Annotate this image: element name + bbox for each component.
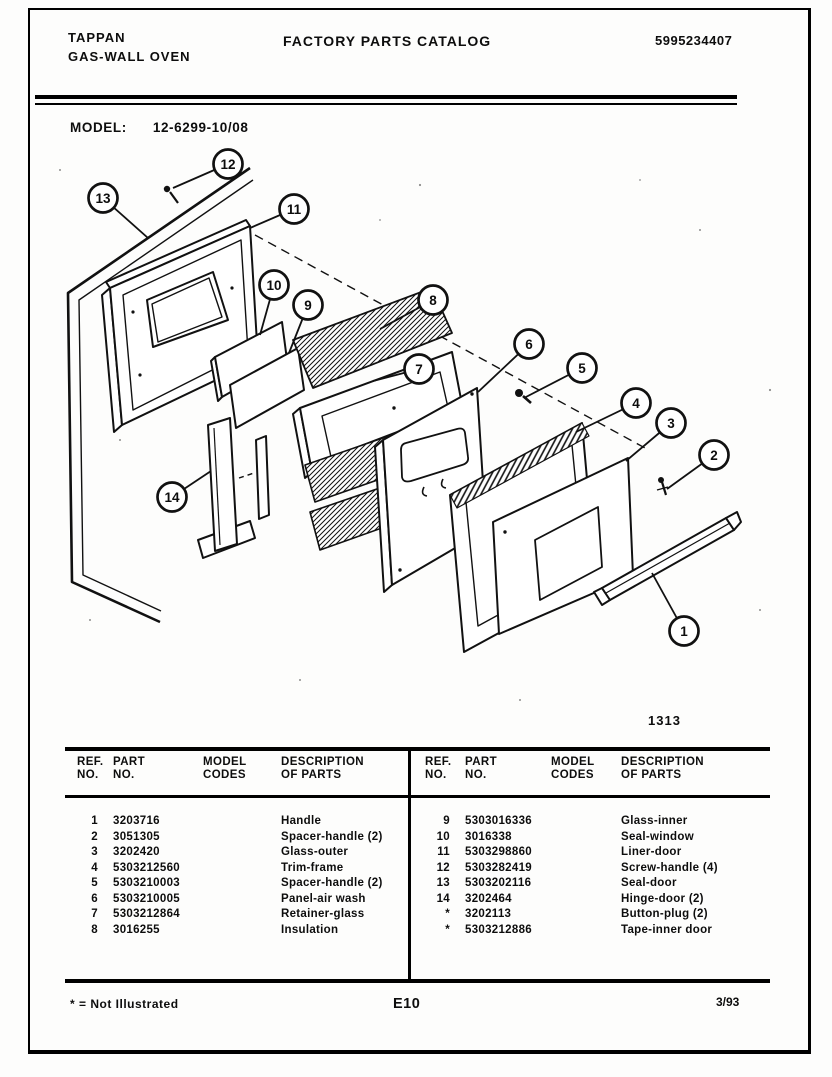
cell-model — [203, 923, 281, 939]
table-row — [65, 861, 408, 877]
cell-ref: 9 — [443, 815, 450, 827]
cell-desc: Trim-frame — [281, 861, 344, 874]
svg-text:7: 7 — [415, 362, 423, 377]
callout-8 — [419, 286, 448, 315]
model-number: 12-6299-10/08 — [152, 120, 249, 135]
cell-model — [203, 876, 281, 892]
parts-table-header: REF. NO. PART NO. MODEL CODES DESCRIPTION OF PARTS REF. NO. PART NO. MODEL CODES DESCRIPTION OF PARTS — [65, 751, 770, 798]
cell-desc: Glass-outer — [281, 846, 349, 858]
part-hinge-door — [198, 418, 269, 558]
callout-1 — [670, 617, 699, 646]
cell-model — [203, 892, 281, 908]
cell-ref: 10 — [436, 830, 450, 843]
cell-part: 5303212864 — [113, 908, 180, 920]
cell-model — [551, 892, 621, 908]
cell-model — [203, 861, 281, 877]
parts-rows-right — [411, 798, 770, 938]
svg-text:14: 14 — [164, 490, 180, 505]
cell-desc: Seal-door — [621, 877, 677, 889]
model-line — [70, 120, 248, 135]
svg-text:4: 4 — [632, 396, 640, 411]
cell-model — [551, 907, 621, 923]
cell-desc: Panel-air wash — [281, 892, 366, 905]
cell-part: 3016338 — [465, 830, 512, 843]
svg-text:12: 12 — [220, 157, 236, 172]
cell-part: 3202464 — [465, 892, 512, 905]
cell-model — [203, 830, 281, 846]
callout-3 — [657, 409, 686, 438]
cell-ref: 2 — [91, 830, 98, 843]
cell-ref: 12 — [436, 861, 450, 874]
cell-ref: * — [445, 908, 450, 920]
cell-desc: Screw-handle (4) — [621, 861, 718, 874]
svg-text:2: 2 — [710, 448, 718, 463]
table-row — [65, 876, 408, 892]
cell-desc: Spacer-handle (2) — [281, 877, 383, 889]
catalog-number: 5995234407 — [655, 33, 733, 48]
part-screw-handle — [164, 186, 178, 203]
cell-model — [203, 907, 281, 923]
cell-ref: 8 — [91, 923, 98, 936]
cell-desc: Handle — [281, 815, 322, 827]
callout-5 — [568, 354, 597, 383]
table-row — [411, 907, 770, 923]
cell-ref: 5 — [91, 877, 98, 889]
table-row — [411, 923, 770, 939]
callout-13 — [89, 184, 118, 213]
callout-6 — [515, 330, 544, 359]
cell-desc: Tape-inner door — [621, 923, 713, 936]
part-spacer-screw — [657, 477, 668, 495]
cell-part: 5303016336 — [465, 815, 532, 827]
cell-ref: 14 — [436, 892, 450, 905]
cell-ref: 13 — [436, 877, 450, 889]
exploded-diagram — [0, 140, 832, 740]
callout-14 — [158, 483, 187, 512]
header-rule — [35, 95, 737, 105]
cell-part: 3016255 — [113, 923, 160, 936]
cell-desc: Liner-door — [621, 846, 682, 858]
cell-desc: Glass-inner — [621, 815, 688, 827]
callout-11 — [280, 195, 309, 224]
table-row — [411, 830, 770, 846]
cell-ref: 11 — [437, 846, 450, 858]
cell-model — [551, 814, 621, 830]
svg-text:8: 8 — [429, 293, 437, 308]
table-row — [65, 923, 408, 939]
parts-table — [65, 747, 770, 983]
not-illustrated-note: * = Not Illustrated — [70, 997, 179, 1011]
appliance-type: GAS-WALL OVEN — [68, 49, 191, 64]
cell-part: 3203716 — [113, 815, 160, 827]
callout-10 — [260, 271, 289, 300]
cell-part: 5303298860 — [465, 846, 532, 858]
svg-text:6: 6 — [525, 337, 533, 352]
table-row — [65, 830, 408, 846]
cell-part: 5303210005 — [113, 892, 180, 905]
cell-desc: Spacer-handle (2) — [281, 830, 383, 843]
cell-part: 5303210003 — [113, 877, 180, 889]
table-row — [65, 907, 408, 923]
cell-part: 3202113 — [465, 908, 512, 920]
callout-9 — [294, 291, 323, 320]
page-code: E10 — [393, 996, 421, 1012]
cell-part: 5303212886 — [465, 923, 532, 936]
svg-text:5: 5 — [578, 361, 586, 376]
cell-model — [551, 845, 621, 861]
table-row — [65, 845, 408, 861]
callout-7 — [405, 355, 434, 384]
table-row — [411, 892, 770, 908]
cell-part: 3202420 — [113, 846, 160, 858]
page-title: FACTORY PARTS CATALOG — [283, 33, 492, 49]
figure-number: 1313 — [648, 713, 681, 728]
cell-model — [551, 923, 621, 939]
svg-text:9: 9 — [304, 298, 312, 313]
svg-text:11: 11 — [286, 202, 302, 217]
cell-model — [203, 814, 281, 830]
brand-name: TAPPAN — [68, 30, 126, 45]
cell-part: 5303282419 — [465, 861, 532, 874]
table-row — [65, 892, 408, 908]
cell-ref: * — [445, 923, 450, 936]
cell-ref: 6 — [91, 892, 98, 905]
svg-text:3: 3 — [667, 416, 675, 431]
table-row — [411, 814, 770, 830]
cell-model — [551, 876, 621, 892]
date-code: 3/93 — [716, 995, 740, 1009]
cell-part: 5303212560 — [113, 861, 180, 874]
cell-model — [551, 830, 621, 846]
cell-ref: 4 — [91, 861, 98, 874]
cell-ref: 7 — [91, 908, 98, 920]
table-divider — [408, 751, 411, 979]
callout-12 — [214, 150, 243, 179]
callout-4 — [622, 389, 651, 418]
cell-desc: Retainer-glass — [281, 908, 365, 920]
callout-2 — [700, 441, 729, 470]
model-label: MODEL: — [70, 120, 127, 135]
cell-part: 5303202116 — [465, 877, 532, 889]
svg-text:10: 10 — [266, 278, 282, 293]
cell-model — [203, 845, 281, 861]
cell-desc: Seal-window — [621, 830, 694, 843]
cell-desc: Button-plug (2) — [621, 908, 708, 920]
cell-ref: 3 — [91, 846, 98, 858]
table-row — [411, 876, 770, 892]
cell-ref: 1 — [91, 815, 98, 827]
cell-desc: Hinge-door (2) — [621, 892, 704, 905]
svg-text:13: 13 — [95, 191, 111, 206]
table-row — [411, 845, 770, 861]
table-row — [65, 814, 408, 830]
cell-part: 3051305 — [113, 830, 160, 843]
cell-desc: Insulation — [281, 923, 339, 936]
parts-rows-left — [65, 798, 408, 938]
table-row — [411, 861, 770, 877]
cell-model — [551, 861, 621, 877]
svg-text:1: 1 — [680, 624, 688, 639]
